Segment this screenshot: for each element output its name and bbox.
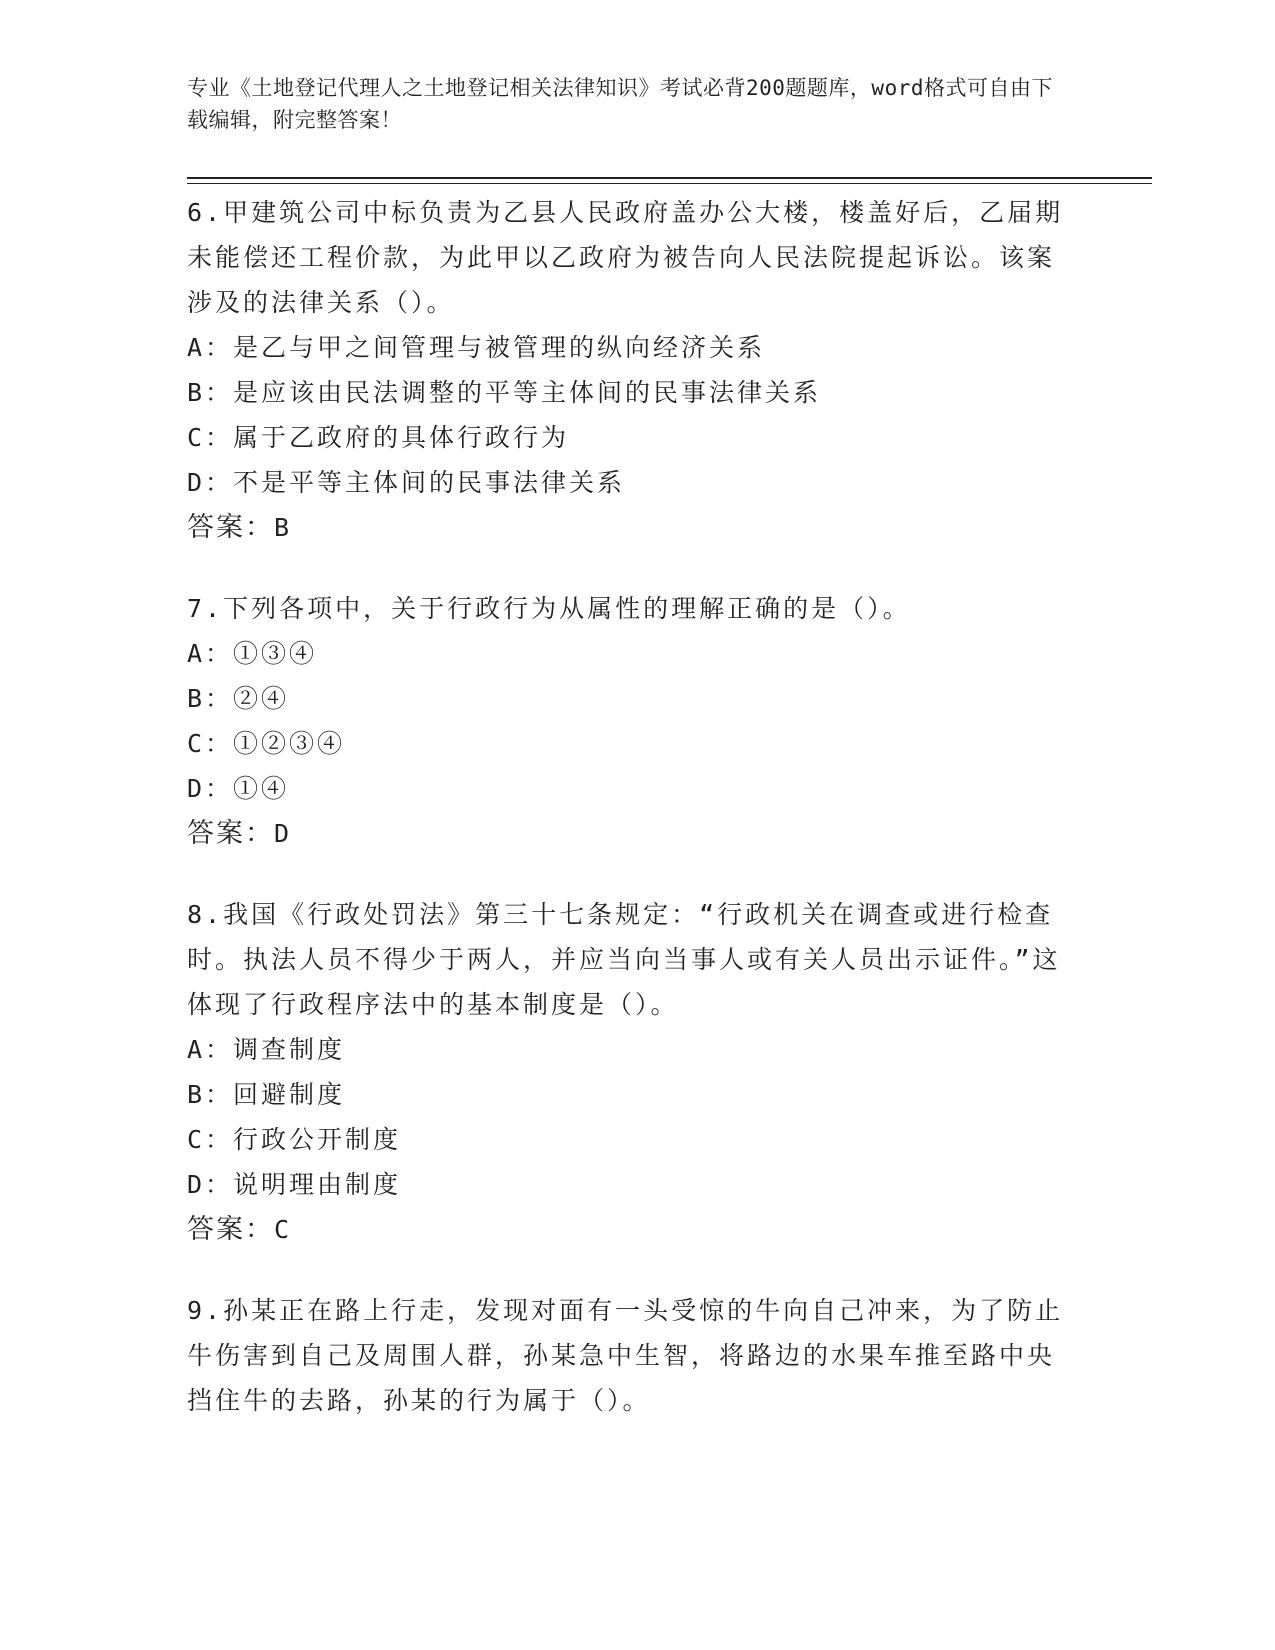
question-item bbox=[187, 586, 1067, 856]
question-answer bbox=[187, 505, 1067, 550]
question-option: B：回避制度 bbox=[187, 1080, 346, 1109]
question-option: B：②④ bbox=[187, 684, 290, 713]
question-list bbox=[187, 190, 1067, 1459]
document-header bbox=[187, 72, 1067, 136]
question-option: C：行政公开制度 bbox=[187, 1125, 402, 1154]
question-item bbox=[187, 190, 1067, 550]
question-option: A：①③④ bbox=[187, 639, 318, 668]
answer-label: 答案： bbox=[187, 1214, 274, 1245]
question-item bbox=[187, 1288, 1067, 1423]
question-option: A：是乙与甲之间管理与被管理的纵向经济关系 bbox=[187, 333, 766, 362]
answer-value: C bbox=[274, 1215, 290, 1244]
question-option: D：不是平等主体间的民事法律关系 bbox=[187, 468, 626, 497]
question-option: C：①②③④ bbox=[187, 729, 346, 758]
question-stem: 6.甲建筑公司中标负责为乙县人民政府盖办公大楼，楼盖好后，乙届期未能偿还工程价款，为此甲以乙政府为被告向人民法院提起诉讼。该案涉及的法律关系（）。 bbox=[187, 198, 1064, 317]
header-divider-thin bbox=[187, 183, 1152, 184]
question-answer bbox=[187, 811, 1067, 856]
question-stem: 9.孙某正在路上行走，发现对面有一头受惊的牛向自己冲来，为了防止牛伤害到自己及周围人群，孙某急中生智，将路边的水果车推至路中央挡住牛的去路，孙某的行为属于（）。 bbox=[187, 1296, 1064, 1415]
answer-label: 答案： bbox=[187, 512, 274, 543]
question-option: D：①④ bbox=[187, 774, 290, 803]
question-stem: 7.下列各项中，关于行政行为从属性的理解正确的是（）。 bbox=[187, 594, 911, 623]
answer-value: D bbox=[274, 819, 290, 848]
answer-label: 答案： bbox=[187, 818, 274, 849]
question-option: C：属于乙政府的具体行政行为 bbox=[187, 423, 570, 452]
header-divider-thick bbox=[187, 177, 1152, 179]
question-stem: 8.我国《行政处罚法》第三十七条规定：“行政机关在调查或进行检查时。执法人员不得少于两人，并应当向当事人或有关人员出示证件。”这体现了行政程序法中的基本制度是（）。 bbox=[187, 900, 1061, 1019]
question-option: A：调查制度 bbox=[187, 1035, 346, 1064]
question-option: B：是应该由民法调整的平等主体间的民事法律关系 bbox=[187, 378, 822, 407]
question-option: D：说明理由制度 bbox=[187, 1170, 402, 1199]
answer-value: B bbox=[274, 513, 290, 542]
header-title: 专业《土地登记代理人之土地登记相关法律知识》考试必背200题题库，word格式可自由下载编辑，附完整答案！ bbox=[187, 76, 1053, 132]
question-item bbox=[187, 892, 1067, 1252]
question-answer bbox=[187, 1207, 1067, 1252]
